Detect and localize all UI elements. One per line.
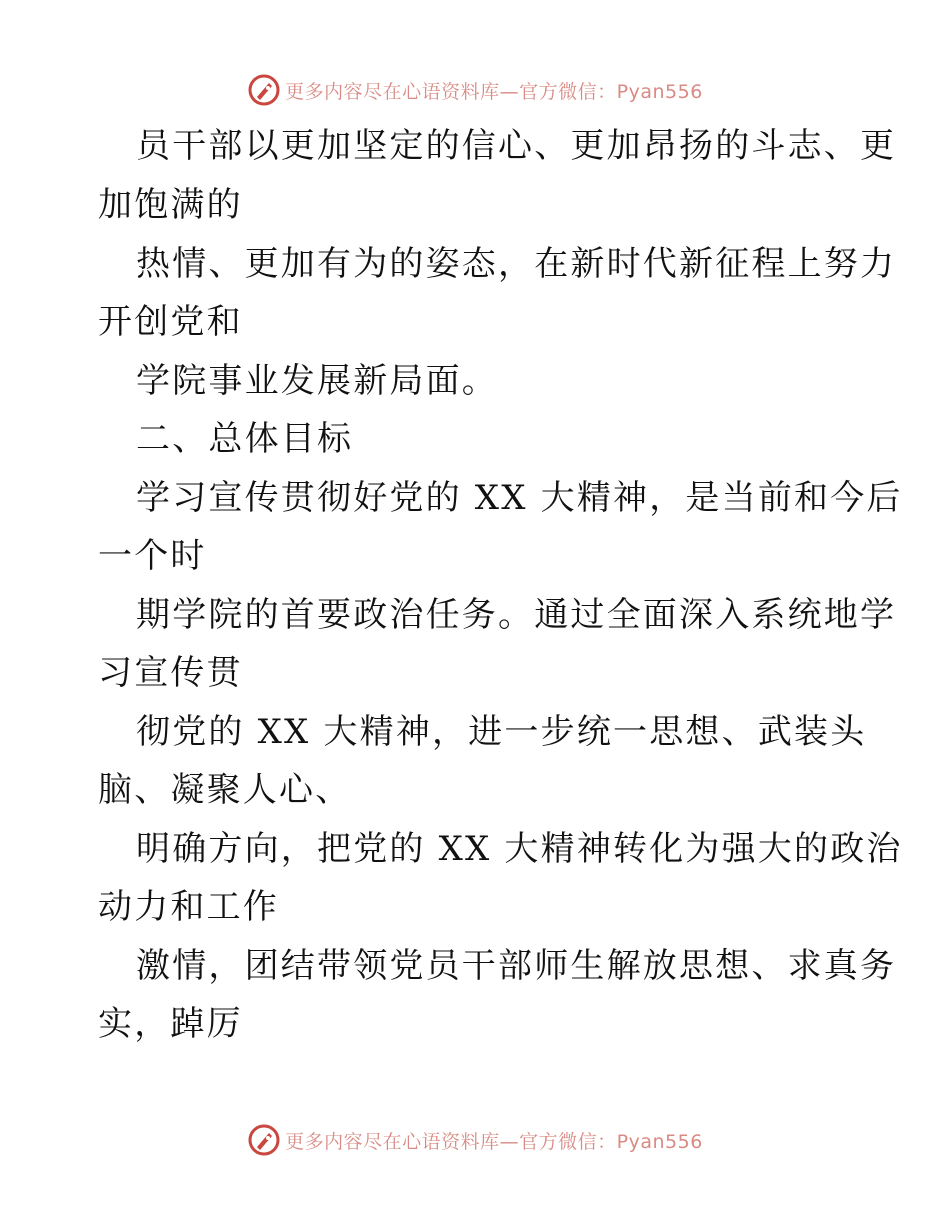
text-line: 彻党的 XX 大精神，进一步统一思想、武装头 — [136, 712, 867, 752]
footer-watermark — [0, 1120, 950, 1160]
watermark-text: 更多内容尽在心语资料库—官方微信：Pyan556 — [285, 80, 703, 103]
text-line: 学院事业发展新局面。 — [136, 361, 498, 401]
text-line: 激情，团结带领党员干部师生解放思想、求真务 — [136, 946, 897, 986]
text-line: 动力和工作 — [98, 887, 279, 927]
text-line: 期学院的首要政治任务。通过全面深入系统地学 — [136, 595, 897, 635]
pen-nib-logo-icon — [247, 1123, 281, 1157]
text-line: 一个时 — [98, 536, 207, 576]
text-line: 员干部以更加坚定的信心、更加昂扬的斗志、更 — [136, 126, 897, 166]
text-line: 明确方向，把党的 XX 大精神转化为强大的政治 — [136, 829, 903, 869]
header-watermark — [0, 70, 950, 110]
watermark-text: 更多内容尽在心语资料库—官方微信：Pyan556 — [285, 1130, 703, 1153]
text-line: 习宣传贯 — [98, 653, 243, 693]
text-line: 热情、更加有为的姿态，在新时代新征程上努力 — [136, 244, 897, 284]
text-line: 加饱满的 — [98, 185, 243, 225]
text-line: 学习宣传贯彻好党的 XX 大精神，是当前和今后 — [136, 478, 903, 518]
text-line: 实，踔厉 — [98, 1004, 243, 1044]
text-line: 脑、凝聚人心、 — [98, 770, 352, 810]
pen-nib-logo-icon — [247, 73, 281, 107]
section-heading: 二、总体目标 — [136, 419, 354, 459]
text-line: 开创党和 — [98, 302, 243, 342]
